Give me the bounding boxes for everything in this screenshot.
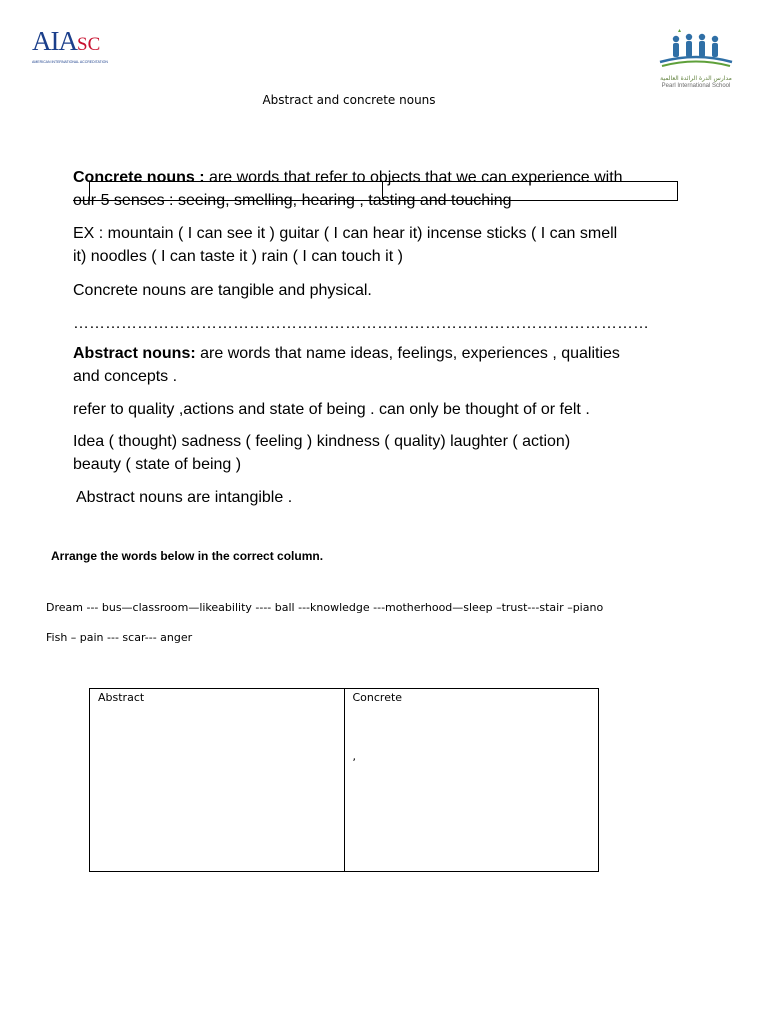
abstract-examples-line2: beauty ( state of being ): [73, 456, 242, 473]
word-list-line2: Fish – pain --- scar--- anger: [46, 631, 193, 644]
exercise-instruction: Arrange the words below in the correct column.: [51, 549, 324, 563]
aiasc-logo-mark: AIASC: [32, 26, 101, 56]
abstract-examples: [73, 430, 693, 476]
abstract-column[interactable]: [90, 689, 345, 872]
school-logo: [648, 26, 744, 94]
concrete-definition-line1: are words that refer to objects that we can experience with: [204, 169, 623, 186]
abstract-examples-line1: Idea ( thought) sadness ( feeling ) kindness ( quality) laughter ( action): [73, 433, 571, 450]
concrete-summary: Concrete nouns are tangible and physical.: [73, 282, 372, 299]
abstract-column-header: Abstract: [98, 691, 145, 704]
concrete-cell-mark: ,: [352, 750, 356, 763]
concrete-column-header: Concrete: [352, 691, 403, 704]
concrete-examples-line1: EX : mountain ( I can see it ) guitar ( I can hear it) incense sticks ( I can smell: [73, 225, 618, 242]
school-name-arabic: مدارس الدرة الرائدة العالمية: [660, 75, 732, 82]
abstract-definition-line1: are words that name ideas, feelings, experiences , qualities: [195, 345, 620, 362]
concrete-definition: [73, 166, 693, 212]
school-name-english: Pearl International School: [661, 83, 731, 89]
abstract-refer: refer to quality ,actions and state of being . can only be thought of or felt .: [73, 401, 590, 418]
abstract-definition-line2: and concepts .: [73, 368, 178, 385]
abstract-summary: Abstract nouns are intangible .: [76, 489, 293, 506]
word-list-line1: Dream --- bus—classroom—likeability ---- ball ---knowledge ---motherhood—sleep –trust---stair –piano: [46, 601, 604, 614]
aiasc-logo: [32, 26, 124, 66]
page-title: Abstract and concrete nouns: [262, 93, 436, 107]
aiasc-logo-tagline: AMERICAN INTERNATIONAL ACCREDITATION: [32, 60, 108, 64]
dotted-separator: ………………………………………………………………………………………………: [73, 315, 649, 332]
abstract-definition: [73, 342, 693, 388]
sorting-table: [89, 688, 599, 872]
concrete-definition-line2: our 5 senses : seeing, smelling, hearing , tasting and touching: [73, 192, 512, 209]
abstract-term: Abstract nouns:: [73, 345, 196, 362]
school-logo-icon: [652, 26, 740, 70]
concrete-term: Concrete nouns :: [73, 169, 205, 186]
concrete-examples-line2: it) noodles ( I can taste it ) rain ( I can touch it ): [73, 248, 403, 265]
concrete-examples: [73, 222, 693, 268]
concrete-column[interactable]: [344, 689, 599, 872]
